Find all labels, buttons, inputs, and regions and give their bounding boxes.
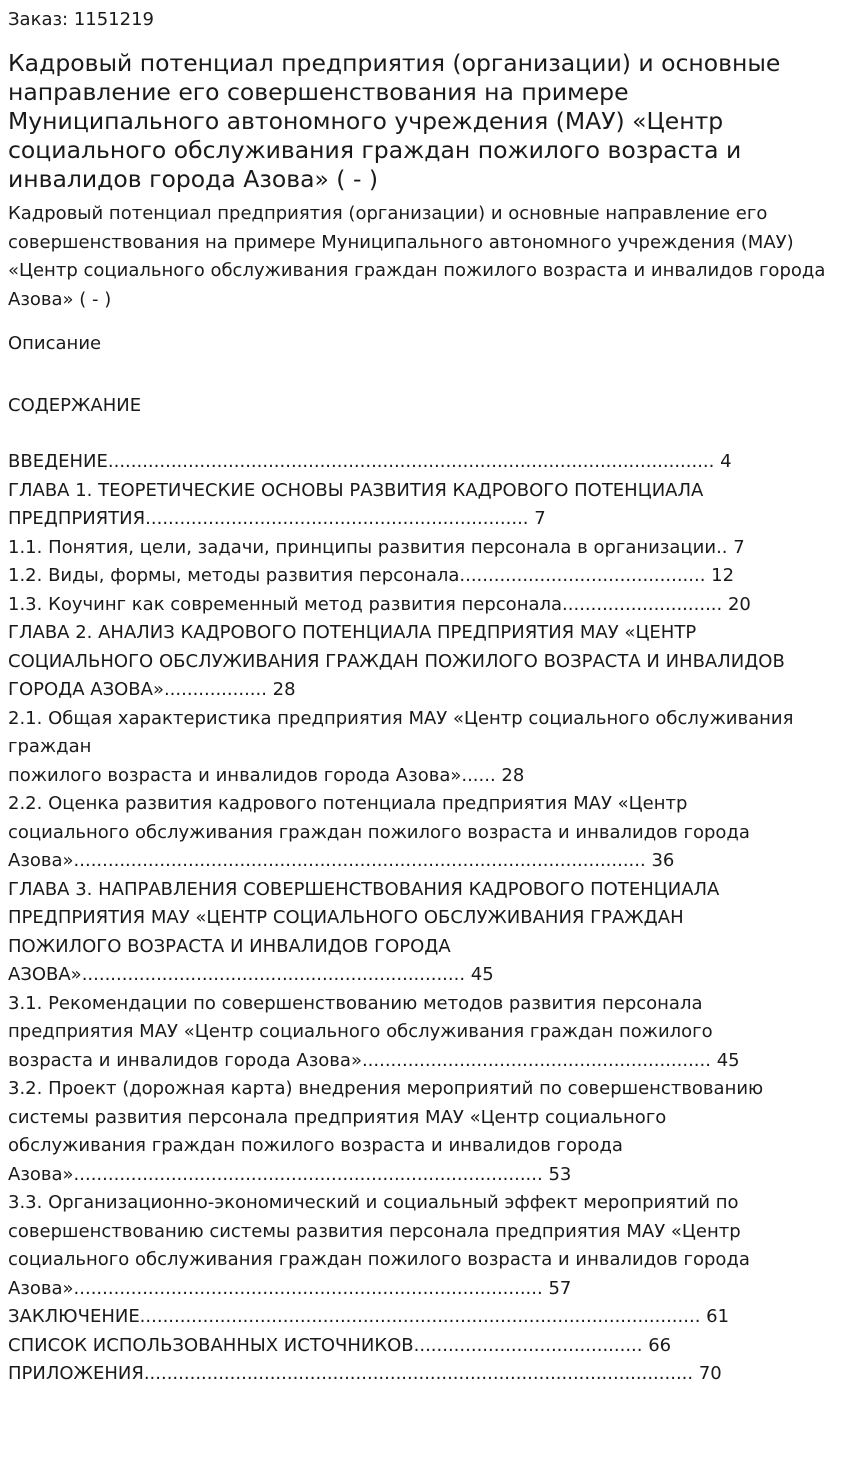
toc-entry bbox=[8, 1360, 839, 1389]
toc-entry-line: СПИСОК ИСПОЛЬЗОВАННЫХ ИСТОЧНИКОВ........................................ 66 bbox=[8, 1334, 672, 1356]
toc-entry-line: СОЦИАЛЬНОГО ОБСЛУЖИВАНИЯ ГРАЖДАН ПОЖИЛОГО ВОЗРАСТА И ИНВАЛИДОВ bbox=[8, 650, 785, 672]
toc-entry-line: ГЛАВА 1. ТЕОРЕТИЧЕСКИЕ ОСНОВЫ РАЗВИТИЯ КАДРОВОГО ПОТЕНЦИАЛА bbox=[8, 479, 704, 501]
toc-entry bbox=[8, 1075, 839, 1189]
toc-entry-line: совершенствованию системы развития персонала предприятия МАУ «Центр bbox=[8, 1220, 741, 1242]
page-subtitle: Кадровый потенциал предприятия (организации) и основные направление его совершенствования на примере Муниципального автономного учреждения (МАУ) «Центр социального обслуживания граждан пожилого возраста и инвалидов города Азова» ( - ) bbox=[8, 203, 826, 310]
toc-entry bbox=[8, 1189, 839, 1303]
toc-entry-line: ЗАКЛЮЧЕНИЕ.................................................................................................. 61 bbox=[8, 1306, 730, 1327]
toc-entry-line: ПОЖИЛОГО ВОЗРАСТА И ИНВАЛИДОВ ГОРОДА bbox=[8, 935, 451, 957]
toc-entry-line: обслуживания граждан пожилого возраста и инвалидов города bbox=[8, 1135, 623, 1156]
toc-entry bbox=[8, 477, 839, 534]
toc-entry-line: социального обслуживания граждан пожилого возраста и инвалидов города bbox=[8, 1249, 750, 1270]
toc-entry-line: ВВЕДЕНИЕ.......................................................................................................... 4 bbox=[8, 451, 732, 472]
toc-entry bbox=[8, 990, 839, 1076]
toc-entry-line: пожилого возраста и инвалидов города Азова»...... 28 bbox=[8, 764, 525, 786]
toc-entry-line: ГОРОДА АЗОВА».................. 28 bbox=[8, 679, 296, 700]
toc-entry-line: ПРИЛОЖЕНИЯ................................................................................................ 70 bbox=[8, 1363, 722, 1384]
toc-entry-line: 2.1. Общая характеристика предприятия МАУ «Центр социального обслуживания bbox=[8, 707, 794, 729]
toc-entry-line: ГЛАВА 2. АНАЛИЗ КАДРОВОГО ПОТЕНЦИАЛА ПРЕДПРИЯТИЯ МАУ «ЦЕНТР bbox=[8, 622, 697, 643]
order-number: Заказ: 1151219 bbox=[8, 9, 154, 30]
toc-entry-line: ГЛАВА 3. НАПРАВЛЕНИЯ СОВЕРШЕНСТВОВАНИЯ КАДРОВОГО ПОТЕНЦИАЛА bbox=[8, 878, 720, 900]
table-of-contents bbox=[8, 448, 839, 1389]
toc-entry bbox=[8, 705, 839, 791]
toc-entry-line: 3.1. Рекомендации по совершенствованию методов развития персонала bbox=[8, 992, 703, 1014]
toc-entry bbox=[8, 591, 839, 620]
toc-entry bbox=[8, 534, 839, 563]
toc-entry bbox=[8, 619, 839, 705]
toc-entry-line: 2.2. Оценка развития кадрового потенциала предприятия МАУ «Центр bbox=[8, 793, 688, 814]
toc-entry bbox=[8, 1303, 839, 1332]
toc-entry bbox=[8, 790, 839, 876]
toc-entry-line: социального обслуживания граждан пожилого возраста и инвалидов города bbox=[8, 821, 750, 843]
toc-entry-line: 3.3. Организационно-экономический и социальный эффект мероприятий по bbox=[8, 1192, 739, 1213]
toc-heading: СОДЕРЖАНИЕ bbox=[8, 395, 142, 416]
toc-entry-line: 1.1. Понятия, цели, задачи, принципы развития персонала в организации.. 7 bbox=[8, 536, 745, 558]
toc-entry-line: 3.2. Проект (дорожная карта) внедрения мероприятий по совершенствованию bbox=[8, 1078, 764, 1099]
toc-entry bbox=[8, 448, 839, 477]
toc-entry-line: предприятия МАУ «Центр социального обслуживания граждан пожилого bbox=[8, 1021, 713, 1042]
toc-entry-line: возраста и инвалидов города Азова»............................................................. 45 bbox=[8, 1049, 740, 1071]
toc-entry-line: Азова».................................................................................. 53 bbox=[8, 1163, 572, 1185]
toc-entry-line: ПРЕДПРИЯТИЯ................................................................... 7 bbox=[8, 508, 546, 529]
toc-entry-line: АЗОВА»................................................................... 45 bbox=[8, 964, 494, 985]
description-label: Описание bbox=[8, 333, 102, 354]
toc-entry-line: 1.2. Виды, формы, методы развития персонала........................................... 12 bbox=[8, 565, 735, 586]
toc-entry-line: Азова».................................................................................. 57 bbox=[8, 1277, 572, 1299]
toc-entry-line: ПРЕДПРИЯТИЯ МАУ «ЦЕНТР СОЦИАЛЬНОГО ОБСЛУЖИВАНИЯ ГРАЖДАН bbox=[8, 907, 684, 928]
toc-entry bbox=[8, 1332, 839, 1361]
toc-entry-line: 1.3. Коучинг как современный метод развития персонала............................ 20 bbox=[8, 593, 751, 615]
page-title: Кадровый потенциал предприятия (организации) и основные направление его совершенствования на примере Муниципального автономного учреждения (МАУ) «Центр социального обслуживания граждан пожилого возраста и инвалидов города Азова» ( - ) bbox=[8, 49, 781, 193]
toc-entry bbox=[8, 562, 839, 591]
toc-entry-line: Азова».................................................................................................... 36 bbox=[8, 850, 675, 871]
toc-entry bbox=[8, 876, 839, 990]
toc-entry-line: системы развития персонала предприятия МАУ «Центр социального bbox=[8, 1106, 667, 1128]
toc-entry-line: граждан bbox=[8, 736, 92, 757]
